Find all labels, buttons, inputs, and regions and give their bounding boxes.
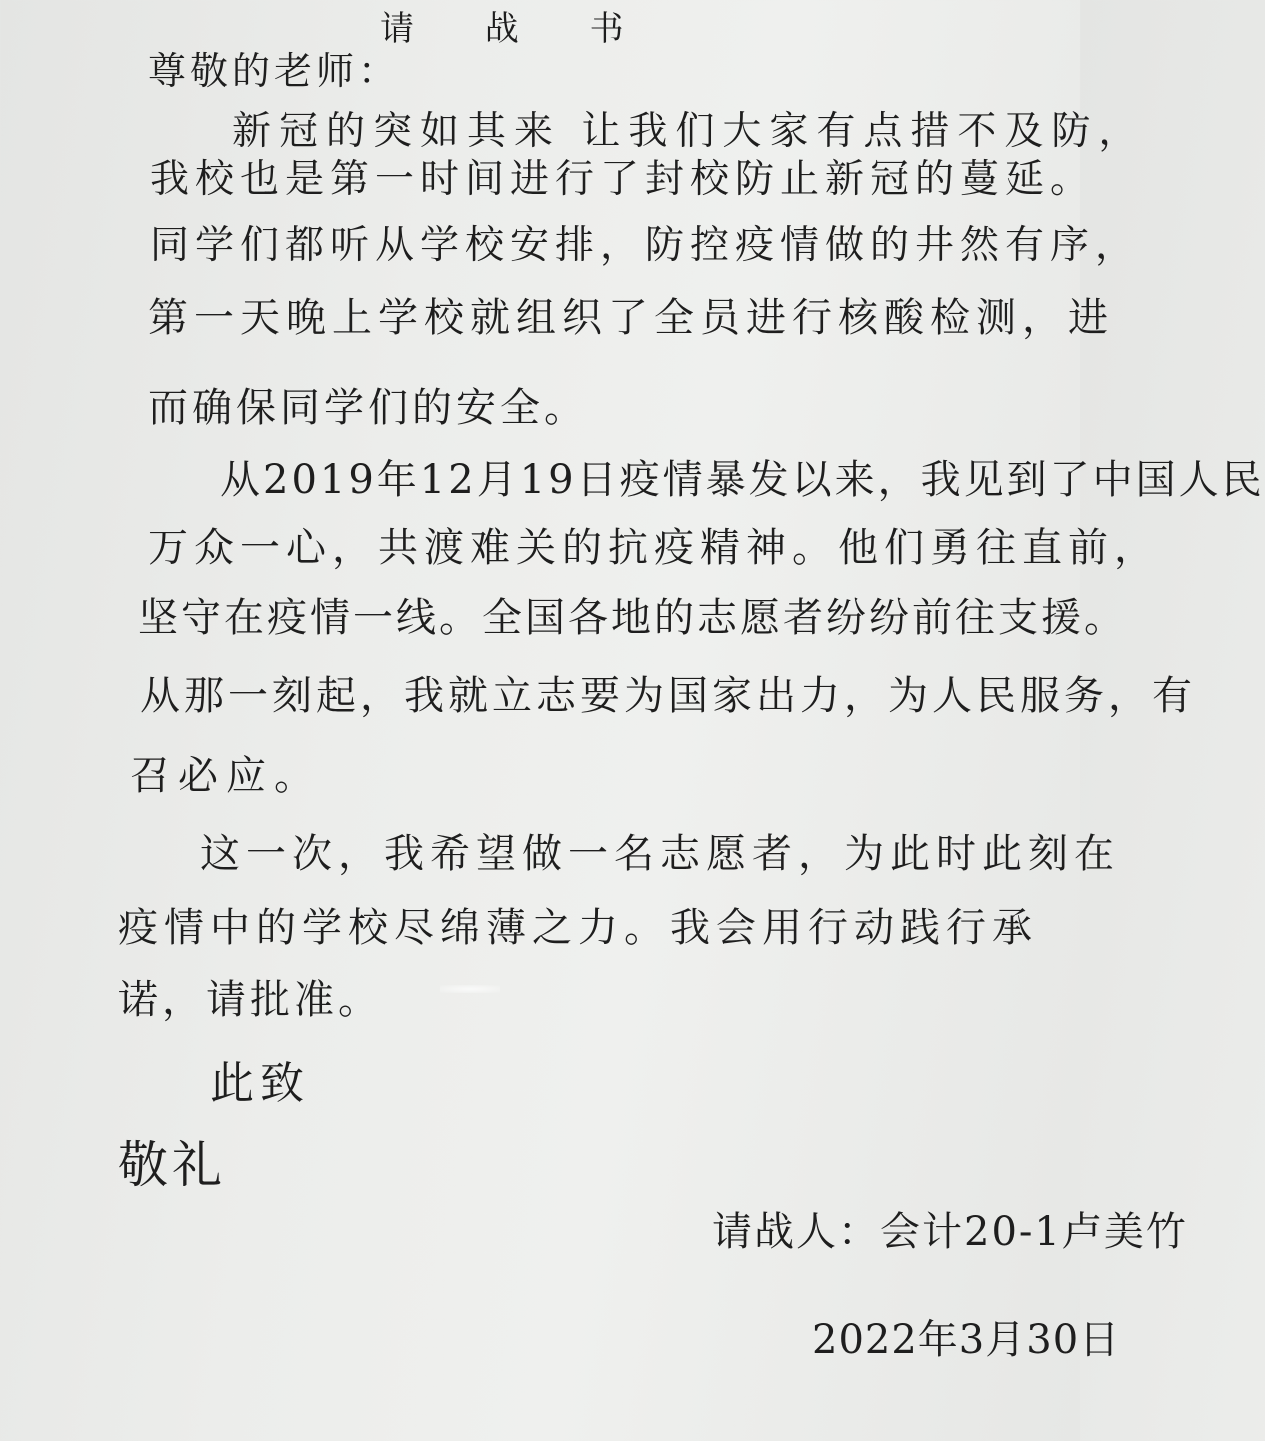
paragraph1-line: 新冠的突如其来 让我们大家有点措不及防， (232, 109, 1146, 154)
paragraph2-line: 从那一刻起，我就立志要为国家出力，为人民服务，有 (140, 673, 1196, 719)
paragraph1-line: 我校也是第一时间进行了封校防止新冠的蔓延。 (150, 157, 1096, 202)
paragraph2-line: 坚守在疫情一线。全国各地的志愿者纷纷前往支援。 (138, 595, 1127, 641)
paragraph2-line: 万众一心，共渡难关的抗疫精神。他们勇往直前， (148, 525, 1160, 571)
closing-ci-zhi: 此致 (210, 1058, 310, 1109)
letter-date: 2022年3月30日 (812, 1317, 1121, 1363)
paragraph3-line: 这一次，我希望做一名志愿者，为此时此刻在 (200, 831, 1120, 877)
paragraph2-line: 从2019年12月19日疫情暴发以来，我见到了中国人民 (220, 457, 1265, 503)
signer-line: 请战人：会计20-1卢美竹 (712, 1209, 1188, 1255)
paragraph3-line: 诺，请批准。 (118, 977, 382, 1023)
closing-jing-li: 敬礼 (118, 1136, 226, 1194)
paragraph1-line: 第一天晚上学校就组织了全员进行核酸检测，进 (148, 295, 1114, 341)
paragraph1-line: 同学们都听从学校安排，防控疫情做的井然有序， (150, 223, 1141, 268)
paragraph3-line: 疫情中的学校尽绵薄之力。我会用行动践行承 (118, 905, 1038, 951)
paper-glare (440, 985, 500, 993)
paragraph1-line: 而确保同学们的安全。 (148, 385, 588, 431)
greeting: 尊敬的老师： (148, 49, 401, 93)
paragraph2-line: 召必应。 (130, 753, 322, 799)
letter-title: 请 战 书 (380, 9, 654, 49)
